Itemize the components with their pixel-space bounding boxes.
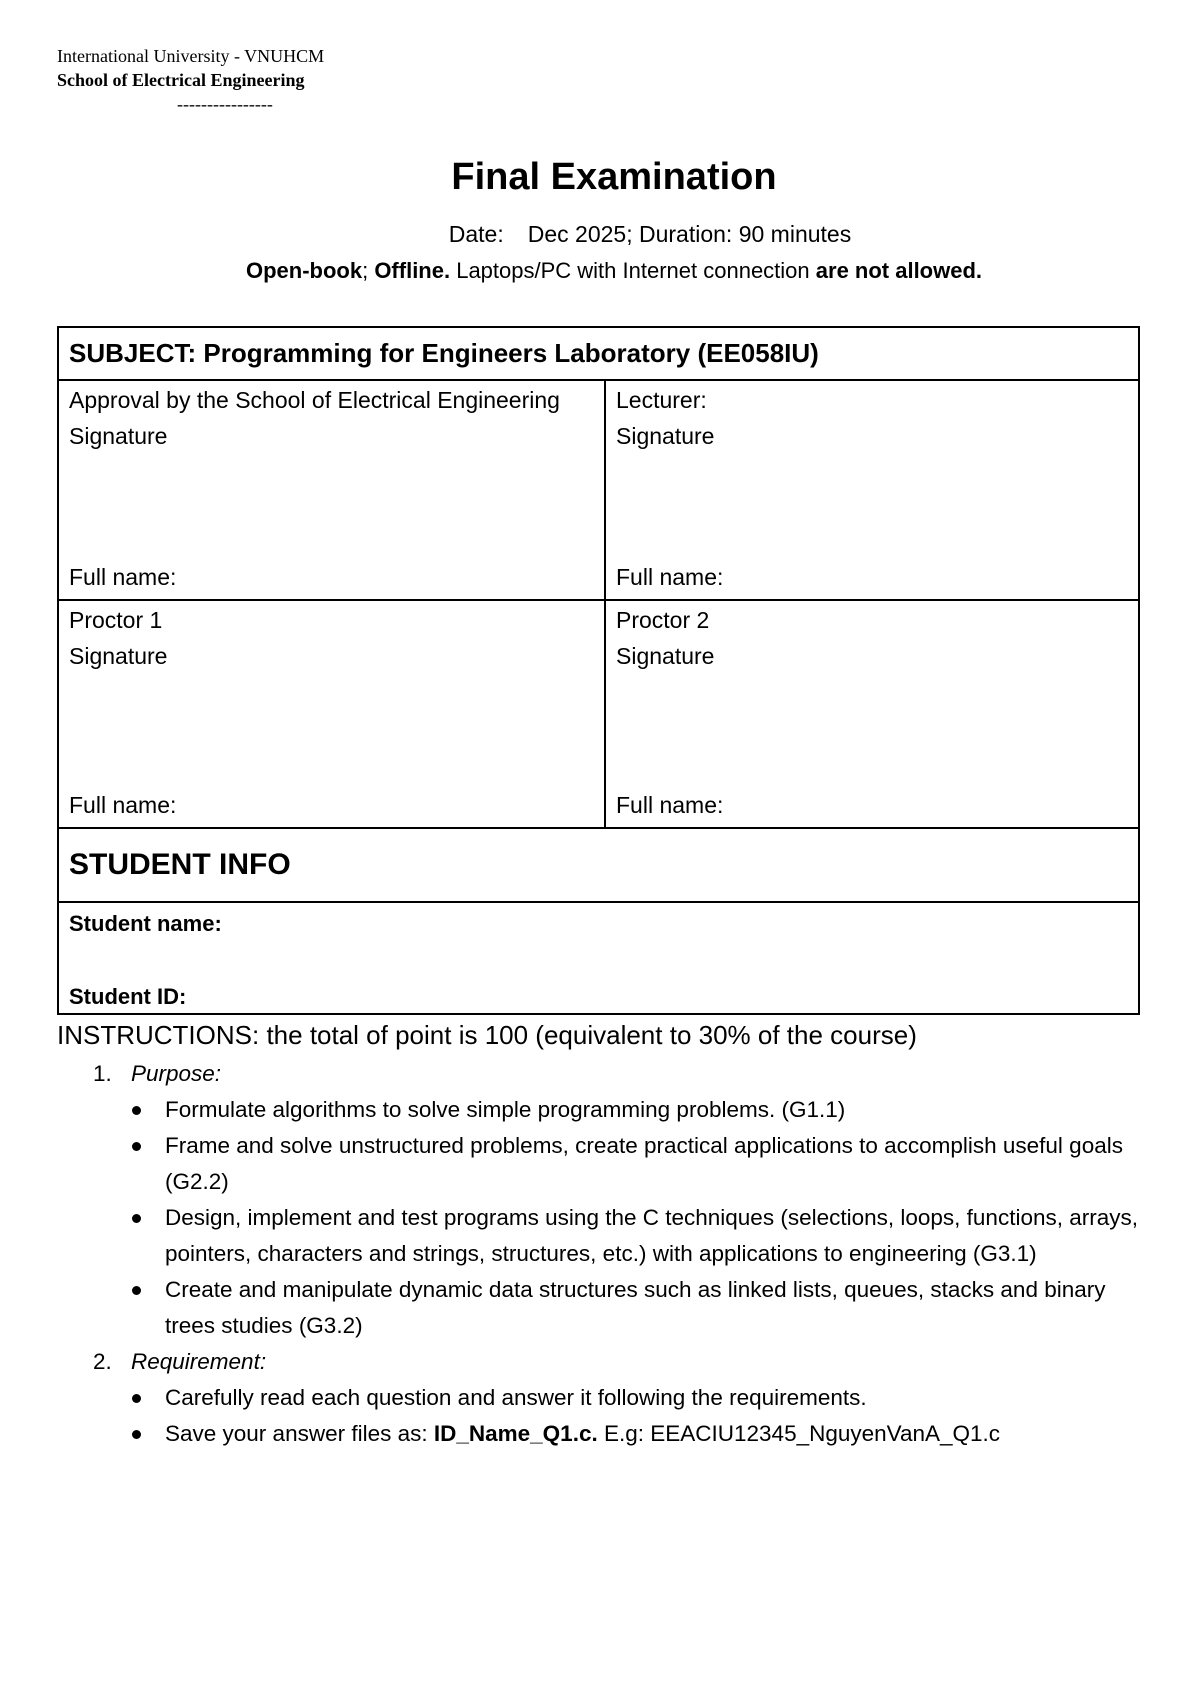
student-name-label: Student name: (69, 911, 222, 936)
subject-title: SUBJECT: Programming for Engineers Laboratory (EE058IU) (58, 327, 1139, 380)
rule-open-book: Open-book (245, 258, 363, 283)
header-divider: ---------------- (177, 94, 273, 114)
exam-cover-table (57, 326, 1140, 1015)
proctor1-signature-label: Signature (69, 643, 168, 669)
university-header (57, 44, 324, 116)
approval-cell (58, 380, 605, 600)
section-number: 2. (93, 1349, 112, 1374)
bullet-icon (132, 1430, 141, 1439)
list-item-text: Frame and solve unstructured problems, create practical applications to accomplish useful goals (G2.2) (165, 1133, 1123, 1194)
list-item (165, 1200, 1147, 1272)
section-number: 1. (93, 1061, 112, 1086)
proctor2-title: Proctor 2 (616, 607, 710, 633)
section-purpose (57, 1056, 1147, 1344)
purpose-list (57, 1092, 1147, 1344)
list-item (165, 1092, 1147, 1128)
exam-rules (0, 258, 1200, 284)
rule-laptops: Laptops/PC with Internet connection (450, 258, 816, 283)
save-prefix: Save your answer files as: (165, 1421, 434, 1446)
requirement-list (57, 1380, 1147, 1452)
lecturer-fullname-label: Full name: (616, 564, 724, 590)
approval-title: Approval by the School of Electrical Engineering (69, 387, 560, 413)
save-filename-pattern: ID_Name_Q1.c. (433, 1421, 598, 1446)
lecturer-cell (605, 380, 1139, 600)
list-item (165, 1380, 1147, 1416)
lecturer-title: Lecturer: (616, 387, 707, 413)
save-example: E.g: EEACIU12345_NguyenVanA_Q1.c (597, 1421, 1001, 1446)
list-item-text: Carefully read each question and answer it following the requirements. (165, 1385, 867, 1410)
proctor2-signature-label: Signature (616, 643, 715, 669)
proctor2-fullname-label: Full name: (616, 792, 724, 818)
student-id-label: Student ID: (69, 984, 187, 1009)
section-title: Requirement: (131, 1349, 267, 1374)
rule-sep: ; (362, 258, 375, 283)
bullet-icon (132, 1142, 141, 1151)
list-item (165, 1416, 1147, 1452)
student-info-cell (58, 902, 1139, 1014)
date-value: Dec 2025; Duration: 90 minutes (527, 221, 852, 247)
list-item (165, 1272, 1147, 1344)
lecturer-signature-label: Signature (616, 423, 715, 449)
page-title: Final Examination (451, 156, 777, 198)
university-name: International University - VNUHCM (57, 46, 325, 66)
date-label: Date: (448, 221, 504, 247)
list-item-text: Formulate algorithms to solve simple programming problems. (G1.1) (165, 1097, 846, 1122)
rule-not-allowed: are not allowed. (815, 258, 983, 283)
section-title: Purpose: (131, 1061, 222, 1086)
instructions-heading: INSTRUCTIONS: the total of point is 100 (equivalent to 30% of the course) (57, 1020, 917, 1050)
bullet-icon (132, 1106, 141, 1115)
bullet-icon (132, 1394, 141, 1403)
bullet-icon (132, 1214, 141, 1223)
proctor2-cell (605, 600, 1139, 828)
approval-fullname-label: Full name: (69, 564, 177, 590)
rule-offline: Offline. (374, 258, 451, 283)
list-item-text: Design, implement and test programs using the C techniques (selections, loops, functions, arrays, pointers, characters and strings, structures, etc.) with applications to engineering (G3.1) (165, 1205, 1138, 1266)
proctor1-fullname-label: Full name: (69, 792, 177, 818)
section-requirement (57, 1344, 1147, 1452)
proctor1-cell (58, 600, 605, 828)
instructions-list (57, 1056, 1147, 1452)
list-item-text: Create and manipulate dynamic data structures such as linked lists, queues, stacks and binary trees studies (G3.2) (165, 1277, 1106, 1338)
approval-signature-label: Signature (69, 423, 168, 449)
bullet-icon (132, 1286, 141, 1295)
proctor1-title: Proctor 1 (69, 607, 163, 633)
date-line (0, 221, 1200, 248)
school-name: School of Electrical Engineering (57, 70, 305, 90)
list-item (165, 1128, 1147, 1200)
student-info-heading: STUDENT INFO (58, 828, 1139, 902)
